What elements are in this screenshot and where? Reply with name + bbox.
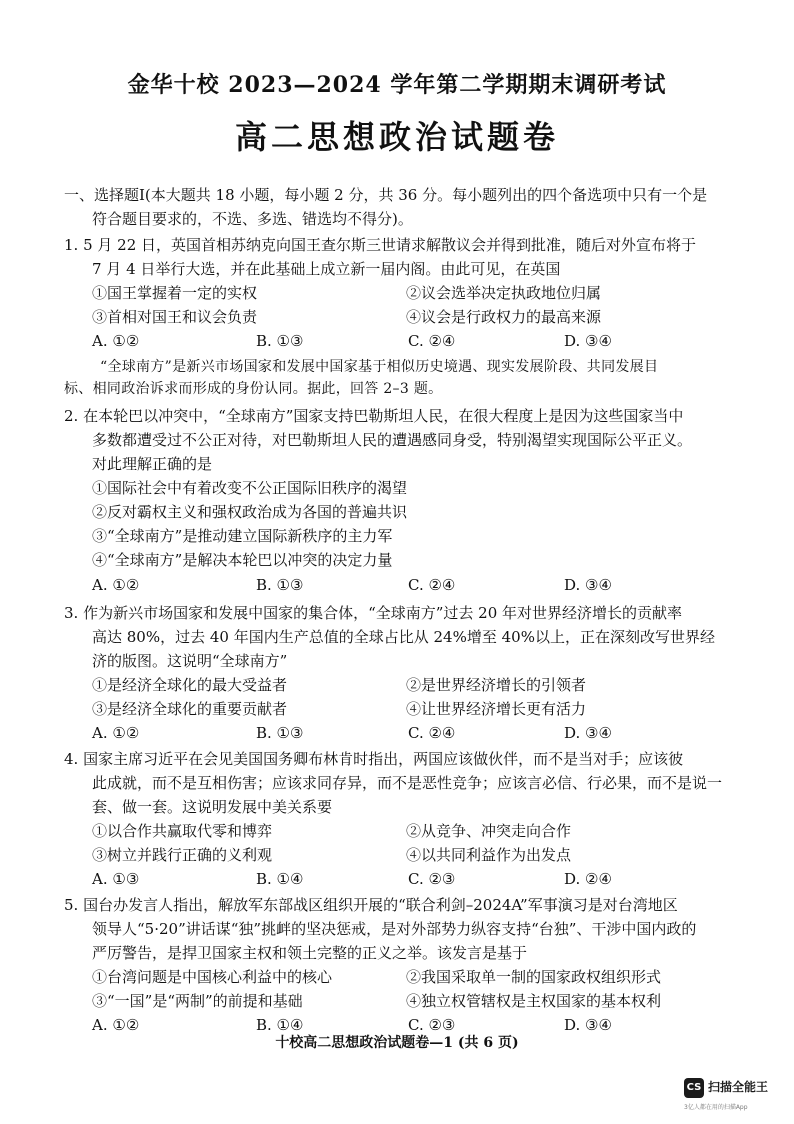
section-heading: 一、选择题Ⅰ(本大题共 18 小题，每小题 2 分，共 36 分。每小题列出的四个备选项中只有一个是 xyxy=(64,186,708,204)
q4-stem-line1: 4. 国家主席习近平在会见美国国务卿布林肯时指出，两国应该做伙伴，而不是当对手；应该彼 xyxy=(64,750,684,768)
scanner-tagline: 3亿人都在用的扫描App xyxy=(684,1104,748,1111)
q4-stem-line3: 套、做一套。这说明发展中美关系要 xyxy=(92,798,333,816)
exam-title: 金华十校 2023—2024 学年第二学期期末调研考试 xyxy=(127,72,667,98)
q2-stem-line1: 2. 在本轮巴以冲突中，“全球南方”国家支持巴勒斯坦人民，在很大程度上是因为这些国家当中 xyxy=(64,407,684,425)
q5-option-4: ④独立权管辖权是主权国家的基本权利 xyxy=(406,992,662,1010)
q2-option-3: ③“全球南方”是推动建立国际新秩序的主力军 xyxy=(92,527,393,545)
q1-answer-a: A. ①② xyxy=(92,332,140,350)
q4-stem-line2: 此成就，而不是互相伤害；应该求同存异，而不是恶性竞争；应该言必信、行必果，而不是说一 xyxy=(92,774,723,792)
q3-answer-b: B. ①③ xyxy=(256,724,304,742)
q3-answer-c: C. ②④ xyxy=(408,724,456,742)
q5-answer-d: D. ③④ xyxy=(564,1016,612,1034)
q5-stem-line3: 严厉警告，是捍卫国家主权和领土完整的正义之举。该发言是基于 xyxy=(92,944,528,962)
camscanner-logo-icon: CS xyxy=(684,1078,704,1098)
q2-answer-a: A. ①② xyxy=(92,576,140,594)
q2-stem-line3: 对此理解正确的是 xyxy=(92,455,213,473)
q3-option-3: ③是经济全球化的重要贡献者 xyxy=(92,700,288,718)
q4-answer-d: D. ②④ xyxy=(564,870,612,888)
material-note-line1: “全球南方”是新兴市场国家和发展中国家基于相似历史境遇、现实发展阶段、共同发展目 xyxy=(100,359,659,375)
q1-option-4: ④议会是行政权力的最高来源 xyxy=(406,308,602,326)
exam-subtitle: 高二思想政治试题卷 xyxy=(234,118,559,156)
q5-answer-c: C. ②③ xyxy=(408,1016,456,1034)
material-note-line2: 标、相同政治诉求而形成的身份认同。据此，回答 2–3 题。 xyxy=(64,381,443,397)
q1-option-3: ③首相对国王和议会负责 xyxy=(92,308,258,326)
q3-stem-line1: 3. 作为新兴市场国家和发展中国家的集合体，“全球南方”过去 20 年对世界经济增长的贡献率 xyxy=(64,604,683,622)
q5-stem-line2: 领导人“5·20”讲话谋“独”挑衅的坚决惩戒，是对外部势力纵容支持“台独”、干涉中国内政的 xyxy=(92,920,697,938)
q3-option-1: ①是经济全球化的最大受益者 xyxy=(92,676,288,694)
q5-answer-b: B. ①④ xyxy=(256,1016,304,1034)
q2-option-4: ④“全球南方”是解决本轮巴以冲突的决定力量 xyxy=(92,551,393,569)
q2-option-1: ①国际社会中有着改变不公正国际旧秩序的渴望 xyxy=(92,479,408,497)
q3-option-2: ②是世界经济增长的引领者 xyxy=(406,676,587,694)
q4-answer-c: C. ②③ xyxy=(408,870,456,888)
q4-option-1: ①以合作共赢取代零和博弈 xyxy=(92,822,273,840)
q3-answer-d: D. ③④ xyxy=(564,724,612,742)
q2-answer-d: D. ③④ xyxy=(564,576,612,594)
q1-stem-line1: 1. 5 月 22 日，英国首相苏纳克向国王查尔斯三世请求解散议会并得到批准，随后对外宣布将于 xyxy=(64,236,697,254)
q2-stem-line2: 多数都遭受过不公正对待，对巴勒斯坦人民的遭遇感同身受，特别渴望实现国际公平正义。 xyxy=(92,431,693,449)
q1-stem-line2: 7 月 4 日举行大选，并在此基础上成立新一届内阁。由此可见，在英国 xyxy=(92,260,561,278)
q5-answer-a: A. ①② xyxy=(92,1016,140,1034)
q1-option-1: ①国王掌握着一定的实权 xyxy=(92,284,258,302)
q4-answer-a: A. ①③ xyxy=(92,870,140,888)
q4-option-3: ③树立并践行正确的义利观 xyxy=(92,846,273,864)
q4-option-2: ②从竞争、冲突走向合作 xyxy=(406,822,572,840)
q1-answer-b: B. ①③ xyxy=(256,332,304,350)
page-footer: 十校高二思想政治试题卷—1 (共 6 页) xyxy=(275,1035,519,1051)
scanner-app-name: 扫描全能王 xyxy=(708,1080,769,1094)
q4-option-4: ④以共同利益作为出发点 xyxy=(406,846,572,864)
q2-answer-c: C. ②④ xyxy=(408,576,456,594)
q5-option-3: ③“一国”是“两制”的前提和基础 xyxy=(92,992,303,1010)
q3-answer-a: A. ①② xyxy=(92,724,140,742)
section-heading-cont: 符合题目要求的，不选、多选、错选均不得分)。 xyxy=(92,210,413,228)
q1-answer-c: C. ②④ xyxy=(408,332,456,350)
q2-answer-b: B. ①③ xyxy=(256,576,304,594)
q5-option-1: ①台湾问题是中国核心利益中的核心 xyxy=(92,968,333,986)
q5-stem-line1: 5. 国台办发言人指出，解放军东部战区组织开展的“联合利剑–2024A”军事演习是对台湾地区 xyxy=(64,896,678,914)
q4-answer-b: B. ①④ xyxy=(256,870,304,888)
q1-option-2: ②议会选举决定执政地位归属 xyxy=(406,284,602,302)
q3-stem-line3: 济的版图。这说明“全球南方” xyxy=(92,652,288,670)
q3-stem-line2: 高达 80%，过去 40 年国内生产总值的全球占比从 24%增至 40%以上，正在深刻改写世界经 xyxy=(92,628,715,646)
scanner-watermark xyxy=(684,1076,784,1116)
q1-answer-d: D. ③④ xyxy=(564,332,612,350)
q5-option-2: ②我国采取单一制的国家政权组织形式 xyxy=(406,968,662,986)
q2-option-2: ②反对霸权主义和强权政治成为各国的普遍共识 xyxy=(92,503,408,521)
q3-option-4: ④让世界经济增长更有活力 xyxy=(406,700,587,718)
